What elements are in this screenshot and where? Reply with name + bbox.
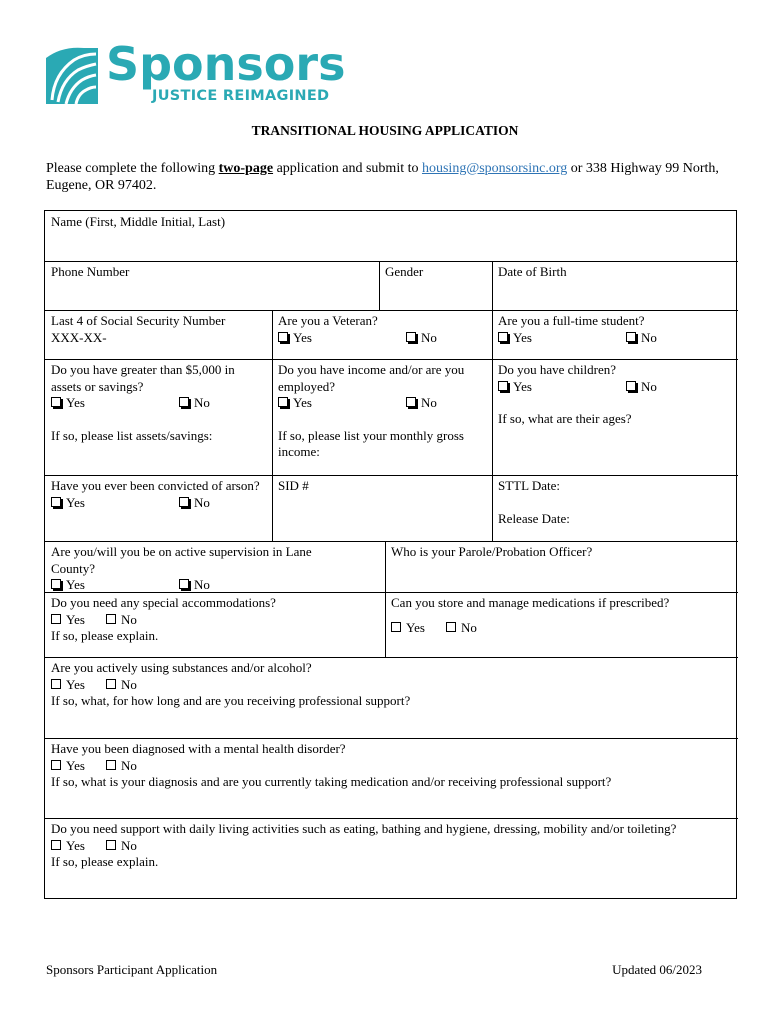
children-ages-field[interactable]: If so, what are their ages? (498, 411, 632, 426)
assets-no-checkbox[interactable]: No (179, 395, 210, 412)
assets-question: Do you have greater than $5,000 in assets or savings? Yes No If so, please list assets/savings: (45, 359, 272, 475)
footer-left: Sponsors Participant Application (46, 962, 218, 977)
accommodations-no-checkbox[interactable]: No (106, 612, 137, 629)
arson-question: Have you ever been convicted of arson? Yes No (51, 478, 260, 510)
checkbox-icon (406, 397, 416, 407)
checkbox-icon (179, 579, 189, 589)
arson-yes-checkbox[interactable]: Yes (51, 495, 179, 512)
checkbox-icon (278, 332, 288, 342)
checkbox-icon (51, 397, 61, 407)
checkbox-icon (51, 614, 61, 624)
mental-yes-checkbox[interactable]: Yes (51, 758, 106, 775)
checkbox-icon (106, 840, 116, 850)
checkbox-icon (391, 622, 401, 632)
intro-text: Please complete the following two-page application and submit to housing@sponsorsinc.org or 338 Highway 99 North, Eugene, OR 97402. (46, 161, 719, 193)
checkbox-icon (406, 332, 416, 342)
logo-tagline: JUSTICE REIMAGINED (152, 88, 330, 104)
checkbox-icon (51, 497, 61, 507)
arson-no-checkbox[interactable]: No (179, 495, 210, 512)
checkbox-icon (51, 679, 61, 689)
substances-yes-checkbox[interactable]: Yes (51, 677, 106, 694)
sttl-release-fields[interactable] (492, 475, 738, 541)
sponsors-logo-mark-icon (44, 44, 100, 106)
medications-yes-checkbox[interactable]: Yes (391, 620, 446, 637)
checkbox-icon (179, 397, 189, 407)
accommodations-yes-checkbox[interactable]: Yes (51, 612, 106, 629)
assets-yes-checkbox[interactable]: Yes (51, 395, 179, 412)
supervision-yes-checkbox[interactable]: Yes (51, 577, 179, 594)
sttl-date-label: STTL Date: (498, 478, 560, 493)
sid-field[interactable]: SID # (278, 478, 309, 493)
substances-no-checkbox[interactable]: No (106, 677, 137, 694)
assets-list-field[interactable]: If so, please list assets/savings: (51, 427, 213, 443)
student-no-checkbox[interactable]: No (626, 330, 657, 347)
children-question: Do you have children? Yes No If so, what are their ages? (492, 359, 738, 475)
phone-field[interactable]: Phone Number (51, 264, 130, 279)
veteran-no-checkbox[interactable]: No (406, 330, 437, 347)
checkbox-icon (278, 397, 288, 407)
income-list-field[interactable]: If so, please list your monthly gross income: (278, 427, 464, 459)
checkbox-icon (51, 840, 61, 850)
sponsors-logo (44, 37, 346, 108)
medications-question: Can you store and manage medications if prescribed? Yes No (391, 595, 670, 635)
daily-yes-checkbox[interactable]: Yes (51, 838, 106, 855)
email-link[interactable]: housing@sponsorsinc.org (421, 161, 568, 176)
supervision-question: Are you/will you be on active supervision in Lane County? Yes No (51, 544, 312, 592)
substances-followup-field[interactable]: If so, what, for how long and are you receiving professional support? (51, 693, 411, 708)
children-no-checkbox[interactable]: No (626, 379, 657, 396)
daily-living-question: Do you need support with daily living activities such as eating, bathing and hygiene, dressing, mobility and/or toileting? Yes No If so, please explain. (45, 818, 738, 900)
accommodations-explain-field[interactable]: If so, please explain. (51, 628, 159, 643)
medications-no-checkbox[interactable]: No (446, 620, 477, 637)
checkbox-icon (106, 679, 116, 689)
mental-followup-field[interactable]: If so, what is your diagnosis and are you currently taking medication and/or receiving professional support? (51, 774, 612, 789)
daily-no-checkbox[interactable]: No (106, 838, 137, 855)
checkbox-icon (498, 381, 508, 391)
supervision-no-checkbox[interactable]: No (179, 577, 210, 594)
income-yes-checkbox[interactable]: Yes (278, 395, 406, 412)
footer-right: Updated 06/2023 (612, 962, 702, 977)
name-field[interactable]: Name (First, Middle Initial, Last) (51, 214, 226, 229)
checkbox-icon (626, 381, 636, 391)
income-no-checkbox[interactable]: No (406, 395, 437, 412)
substances-question: Are you actively using substances and/or alcohol? Yes No If so, what, for how long and are you receiving professional support? (45, 657, 738, 738)
daily-explain-field[interactable]: If so, please explain. (51, 854, 159, 869)
checkbox-icon (179, 497, 189, 507)
student-question: Are you a full-time student? Yes No (498, 313, 657, 345)
checkbox-icon (446, 622, 456, 632)
veteran-question: Are you a Veteran? Yes No (278, 313, 437, 345)
checkbox-icon (106, 760, 116, 770)
checkbox-icon (498, 332, 508, 342)
income-question: Do you have income and/or are you employed? Yes No If so, please list your monthly gross income: (272, 359, 492, 475)
checkbox-icon (51, 579, 61, 589)
student-yes-checkbox[interactable]: Yes (498, 330, 626, 347)
page-title: TRANSITIONAL HOUSING APPLICATION (251, 123, 519, 138)
officer-field[interactable]: Who is your Parole/Probation Officer? (391, 544, 593, 559)
dob-field[interactable]: Date of Birth (498, 264, 567, 279)
application-form (44, 210, 737, 899)
children-yes-checkbox[interactable]: Yes (498, 379, 626, 396)
logo-wordmark: Sponsors (106, 37, 346, 91)
mental-health-question: Have you been diagnosed with a mental health disorder? Yes No If so, what is your diagnosis and are you currently taking medication and/or receiving professional support? (45, 738, 738, 818)
checkbox-icon (106, 614, 116, 624)
gender-field[interactable]: Gender (385, 264, 424, 279)
ssn-field[interactable]: Last 4 of Social Security Number XXX-XX- (51, 313, 226, 345)
mental-no-checkbox[interactable]: No (106, 758, 137, 775)
checkbox-icon (51, 760, 61, 770)
release-date-label: Release Date: (498, 510, 570, 526)
veteran-yes-checkbox[interactable]: Yes (278, 330, 406, 347)
checkbox-icon (626, 332, 636, 342)
accommodations-question: Do you need any special accommodations? Yes No If so, please explain. (45, 592, 385, 657)
